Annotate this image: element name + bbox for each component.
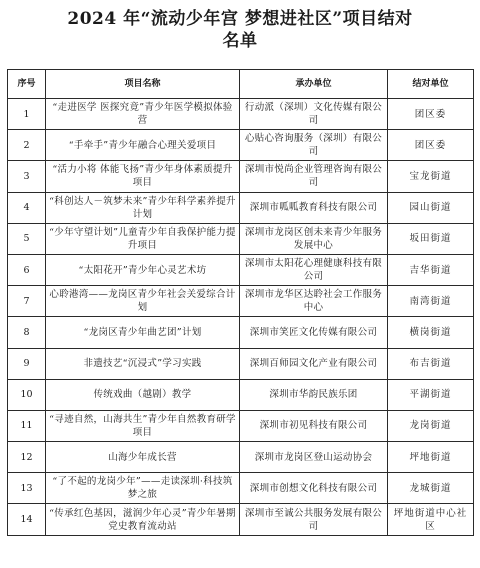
table-row	[8, 410, 474, 441]
table-row	[8, 192, 474, 223]
cell-no: 13	[8, 473, 46, 504]
table-row	[8, 504, 474, 535]
cell-unit: 平湖街道	[388, 379, 474, 410]
cell-no: 7	[8, 286, 46, 317]
header-org: 承办单位	[240, 70, 388, 99]
cell-project: “手牵手”青少年融合心理关爱项目	[46, 130, 240, 161]
cell-project: “太阳花开”青少年心灵艺术坊	[46, 254, 240, 285]
cell-project: “少年守望计划”儿童青少年自我保护能力提升项目	[46, 223, 240, 254]
cell-project: “走进医学 医探究竟”青少年医学模拟体验营	[46, 99, 240, 130]
cell-unit: 横岗街道	[388, 317, 474, 348]
title-line-2: 名单	[222, 31, 258, 51]
cell-no: 9	[8, 348, 46, 379]
cell-no: 14	[8, 504, 46, 535]
table-row	[8, 130, 474, 161]
cell-org: 深圳市悦尚企业管理咨询有限公司	[240, 161, 388, 192]
cell-org: 深圳市呱呱教育科技有限公司	[240, 192, 388, 223]
cell-unit: 龙城街道	[388, 473, 474, 504]
cell-project: 心聆港湾——龙岗区青少年社会关爱综合计划	[46, 286, 240, 317]
table-row	[8, 286, 474, 317]
table-row	[8, 223, 474, 254]
title-line-1: 2024 年“流动少年宫 梦想进社区”项目结对	[67, 9, 413, 29]
cell-unit: 吉华街道	[388, 254, 474, 285]
cell-org: 深圳市龙华区达聆社会工作服务中心	[240, 286, 388, 317]
cell-unit: 园山街道	[388, 192, 474, 223]
cell-no: 12	[8, 442, 46, 473]
cell-no: 2	[8, 130, 46, 161]
cell-org: 深圳市太阳花心理健康科技有限公司	[240, 254, 388, 285]
cell-unit: 龙岗街道	[388, 410, 474, 441]
table-row	[8, 379, 474, 410]
cell-org: 深圳百师园文化产业有限公司	[240, 348, 388, 379]
cell-project: 非遗技艺“沉浸式”学习实践	[46, 348, 240, 379]
cell-project: 山海少年成长营	[46, 442, 240, 473]
header-project: 项目名称	[46, 70, 240, 99]
table-row	[8, 254, 474, 285]
cell-project: “活力小将 体能飞扬”青少年身体素质提升项目	[46, 161, 240, 192]
table-header-row	[8, 70, 474, 99]
cell-no: 10	[8, 379, 46, 410]
table-row	[8, 99, 474, 130]
cell-project: “龙岗区青少年曲艺团”计划	[46, 317, 240, 348]
cell-unit: 团区委	[388, 99, 474, 130]
cell-org: 行动派（深圳）文化传媒有限公司	[240, 99, 388, 130]
cell-org: 深圳市初见科技有限公司	[240, 410, 388, 441]
cell-project: “了不起的龙岗少年”——走读深圳·科技筑梦之旅	[46, 473, 240, 504]
cell-unit: 布吉街道	[388, 348, 474, 379]
cell-project: “科创达人－筑梦未来”青少年科学素养提升计划	[46, 192, 240, 223]
cell-no: 8	[8, 317, 46, 348]
pairing-table	[7, 69, 474, 536]
document-title	[0, 0, 480, 52]
cell-project: “寻迹自然，山海共生”青少年自然教育研学项目	[46, 410, 240, 441]
cell-unit: 团区委	[388, 130, 474, 161]
cell-org: 深圳市龙岗区登山运动协会	[240, 442, 388, 473]
cell-org: 深圳市笑匠文化传媒有限公司	[240, 317, 388, 348]
cell-project: “传承红色基因，滋润少年心灵”青少年暑期党史教育流动站	[46, 504, 240, 535]
cell-no: 5	[8, 223, 46, 254]
cell-org: 深圳市至诚公共服务发展有限公司	[240, 504, 388, 535]
cell-no: 4	[8, 192, 46, 223]
cell-project: 传统戏曲（越剧）教学	[46, 379, 240, 410]
cell-org: 深圳市创想文化科技有限公司	[240, 473, 388, 504]
cell-unit: 坪地街道中心社区	[388, 504, 474, 535]
cell-unit: 宝龙街道	[388, 161, 474, 192]
cell-unit: 坂田街道	[388, 223, 474, 254]
cell-no: 3	[8, 161, 46, 192]
cell-unit: 坪地街道	[388, 442, 474, 473]
table-row	[8, 442, 474, 473]
cell-no: 11	[8, 410, 46, 441]
cell-org: 深圳市龙岗区创未来青少年服务发展中心	[240, 223, 388, 254]
table-row	[8, 317, 474, 348]
cell-no: 6	[8, 254, 46, 285]
cell-org: 深圳市华韵民族乐团	[240, 379, 388, 410]
header-unit: 结对单位	[388, 70, 474, 99]
table-row	[8, 161, 474, 192]
cell-unit: 南湾街道	[388, 286, 474, 317]
cell-no: 1	[8, 99, 46, 130]
cell-org: 心贴心咨询服务（深圳）有限公司	[240, 130, 388, 161]
table-row	[8, 473, 474, 504]
header-no: 序号	[8, 70, 46, 99]
table-row	[8, 348, 474, 379]
